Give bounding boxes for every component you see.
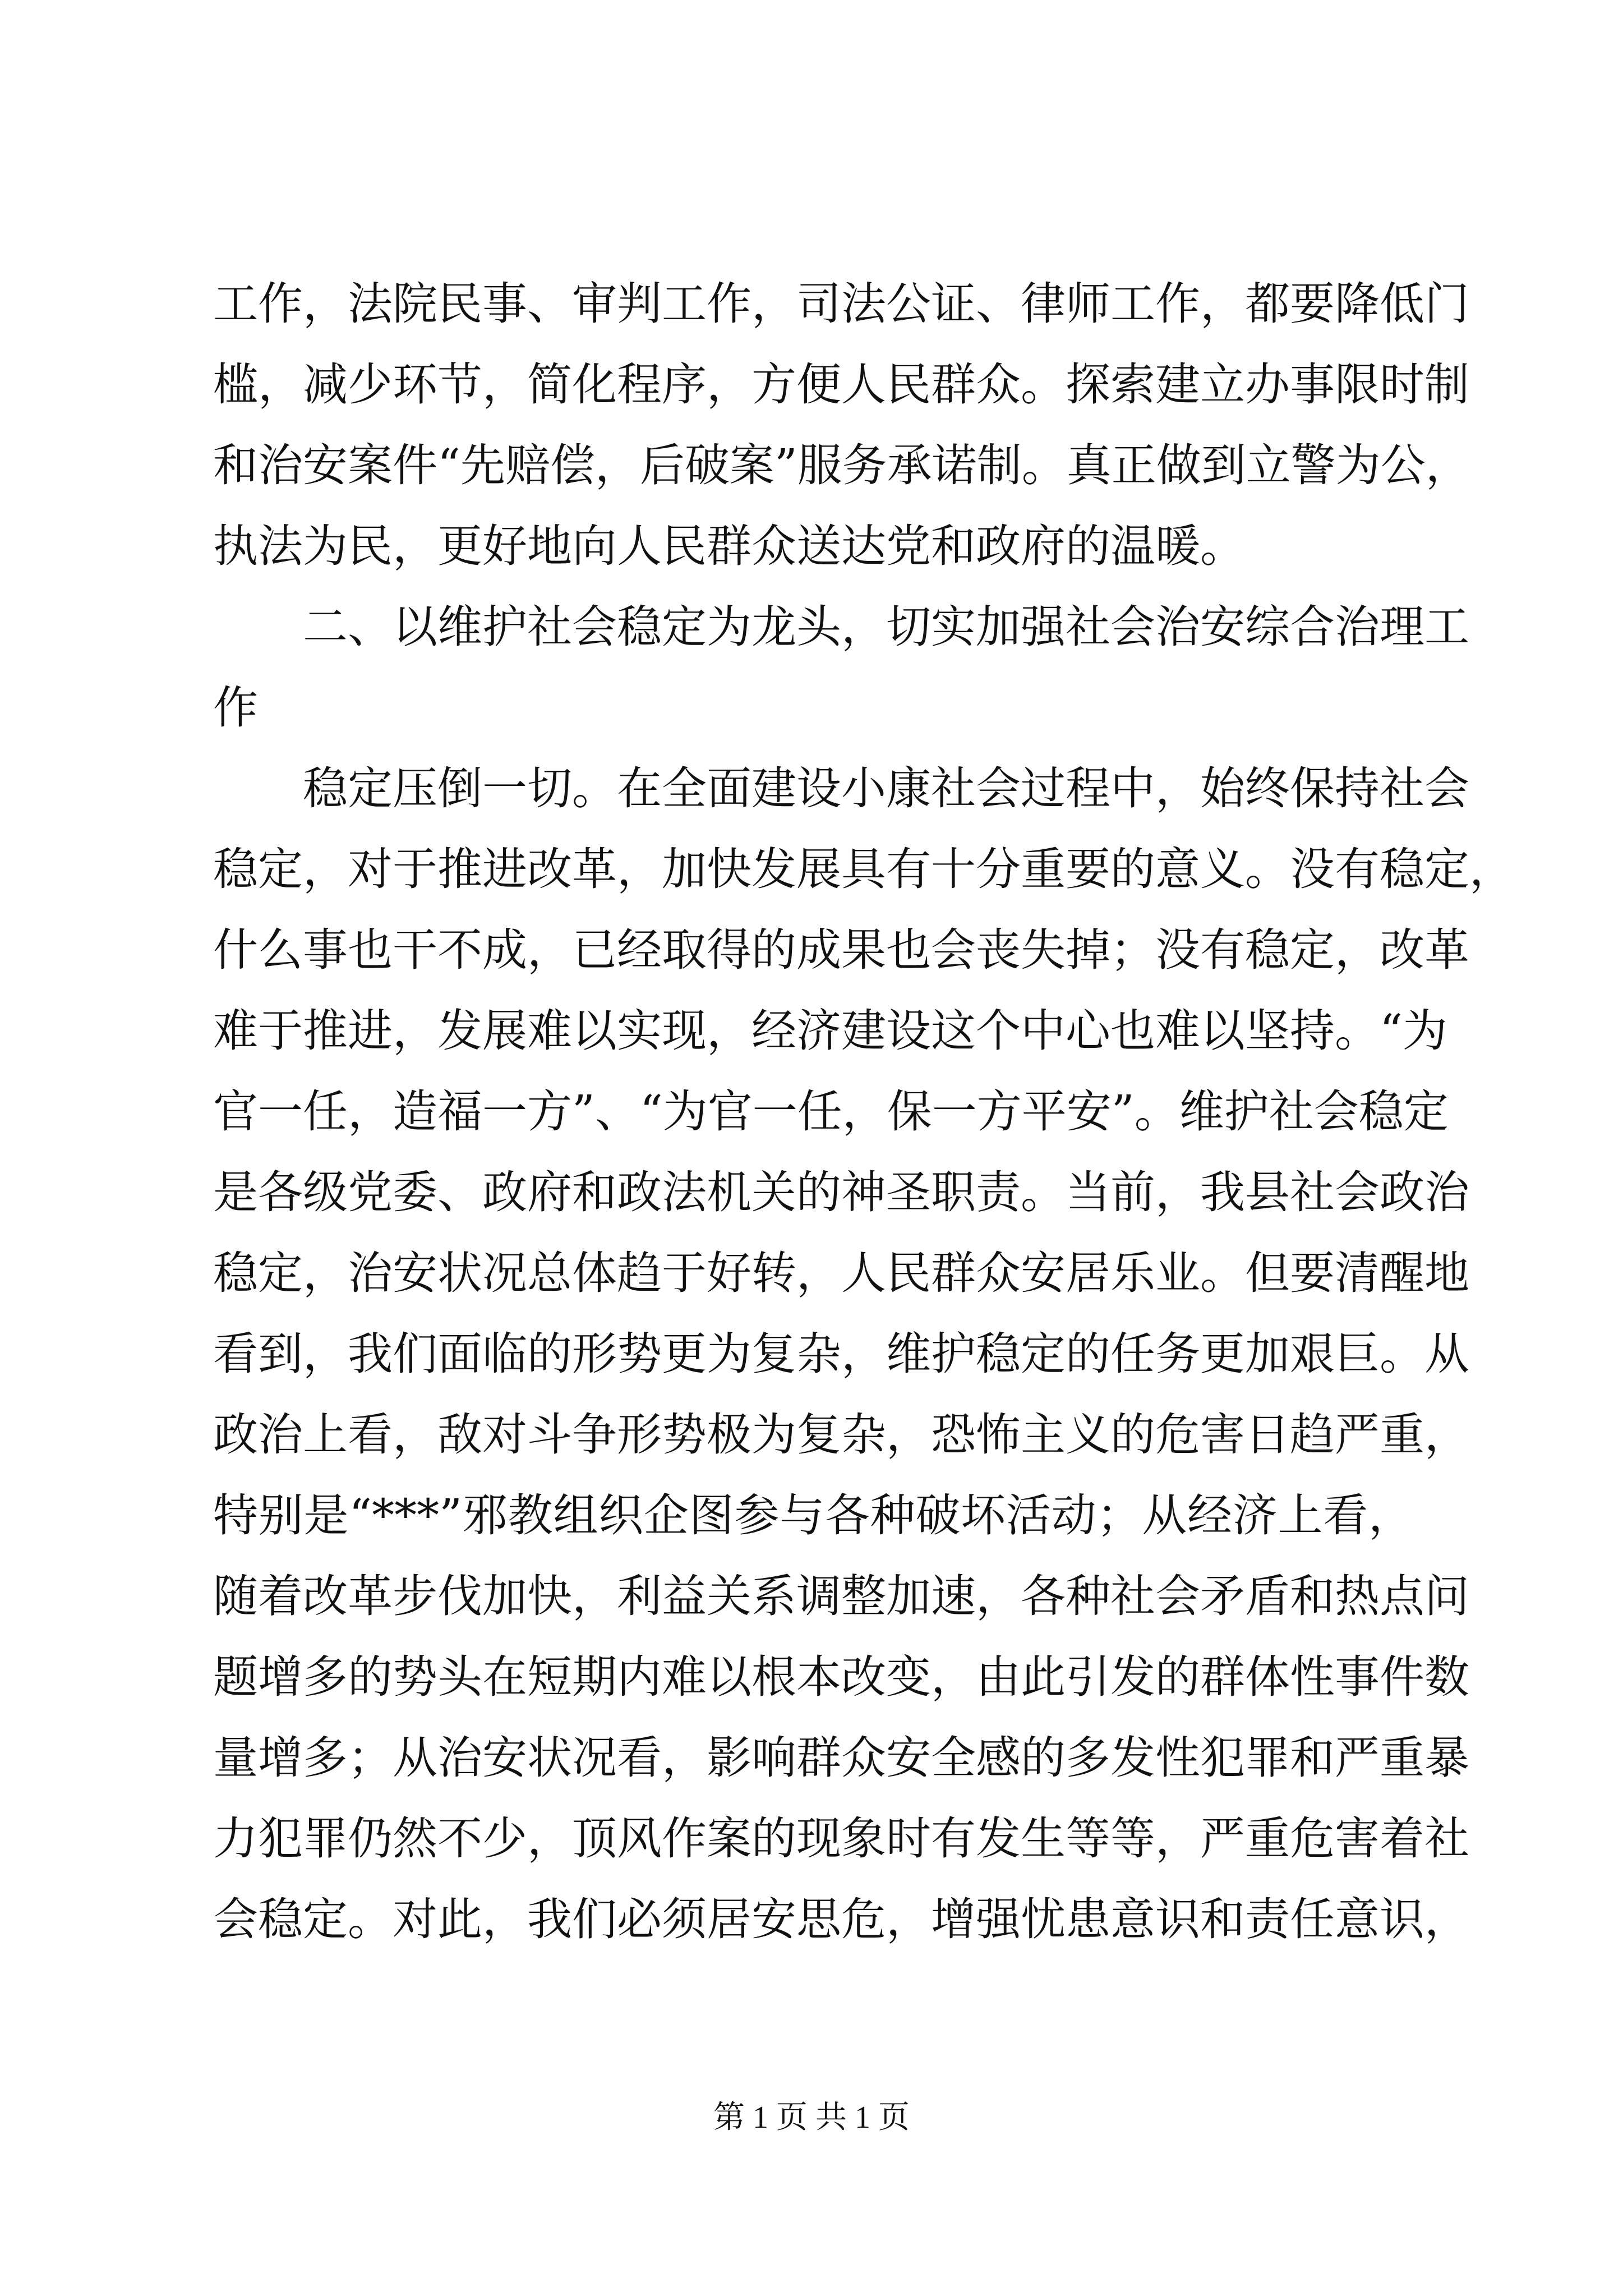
- text-line: 稳定，对于推进改革，加快发展具有十分重要的意义。没有稳定，: [213, 843, 1514, 895]
- text-line: 题增多的势头在短期内难以根本改变，由此引发的群体性事件数: [213, 1651, 1469, 1703]
- text-line: 力犯罪仍然不少，顶风作案的现象时有发生等等，严重危害着社: [213, 1812, 1469, 1865]
- text-line: 政治上看，敌对斗争形势极为复杂，恐怖主义的危害日趋严重，: [213, 1409, 1469, 1461]
- text-line: 会稳定。对此，我们必须居安思危，增强忧患意识和责任意识，: [213, 1893, 1469, 1945]
- document-body: [213, 264, 1514, 1960]
- text-line: 是各级党委、政府和政法机关的神圣职责。当前，我县社会政治: [213, 1166, 1469, 1218]
- text-line: 槛，减少环节，简化程序，方便人民群众。探索建立办事限时制: [213, 358, 1469, 411]
- section-heading-line: 作: [213, 682, 258, 734]
- text-line: 看到，我们面临的形势更为复杂，维护稳定的任务更加艰巨。从: [213, 1328, 1469, 1380]
- text-line: 难于推进，发展难以实现，经济建设这个中心也难以坚持。“为: [213, 1005, 1447, 1057]
- section-heading-line: 二、以维护社会稳定为龙头，切实加强社会治安综合治理工: [303, 601, 1469, 653]
- text-line: 执法为民，更好地向人民群众送达党和政府的温暖。: [213, 520, 1245, 572]
- text-line: 和治安案件“先赔偿，后破案”服务承诺制。真正做到立警为公，: [213, 439, 1470, 491]
- text-line: 什么事也干不成，已经取得的成果也会丧失掉；没有稳定，改革: [213, 924, 1469, 976]
- text-line: 稳定压倒一切。在全面建设小康社会过程中，始终保持社会: [303, 762, 1469, 815]
- text-line: 量增多；从治安状况看，影响群众安全感的多发性犯罪和严重暴: [213, 1732, 1469, 1784]
- text-line: 特别是“***”邪教组织企图参与各种破坏活动；从经济上看，: [213, 1489, 1413, 1542]
- text-line: 工作，法院民事、审判工作，司法公证、律师工作，都要降低门: [213, 278, 1469, 330]
- text-line: 官一任，造福一方”、“为官一任，保一方平安”。维护社会稳定: [213, 1085, 1449, 1138]
- text-line: 稳定，治安状况总体趋于好转，人民群众安居乐业。但要清醒地: [213, 1247, 1469, 1299]
- page-number: 第 1 页 共 1 页: [713, 2100, 910, 2135]
- text-line: 随着改革步伐加快，利益关系调整加速，各种社会矛盾和热点问: [213, 1570, 1469, 1622]
